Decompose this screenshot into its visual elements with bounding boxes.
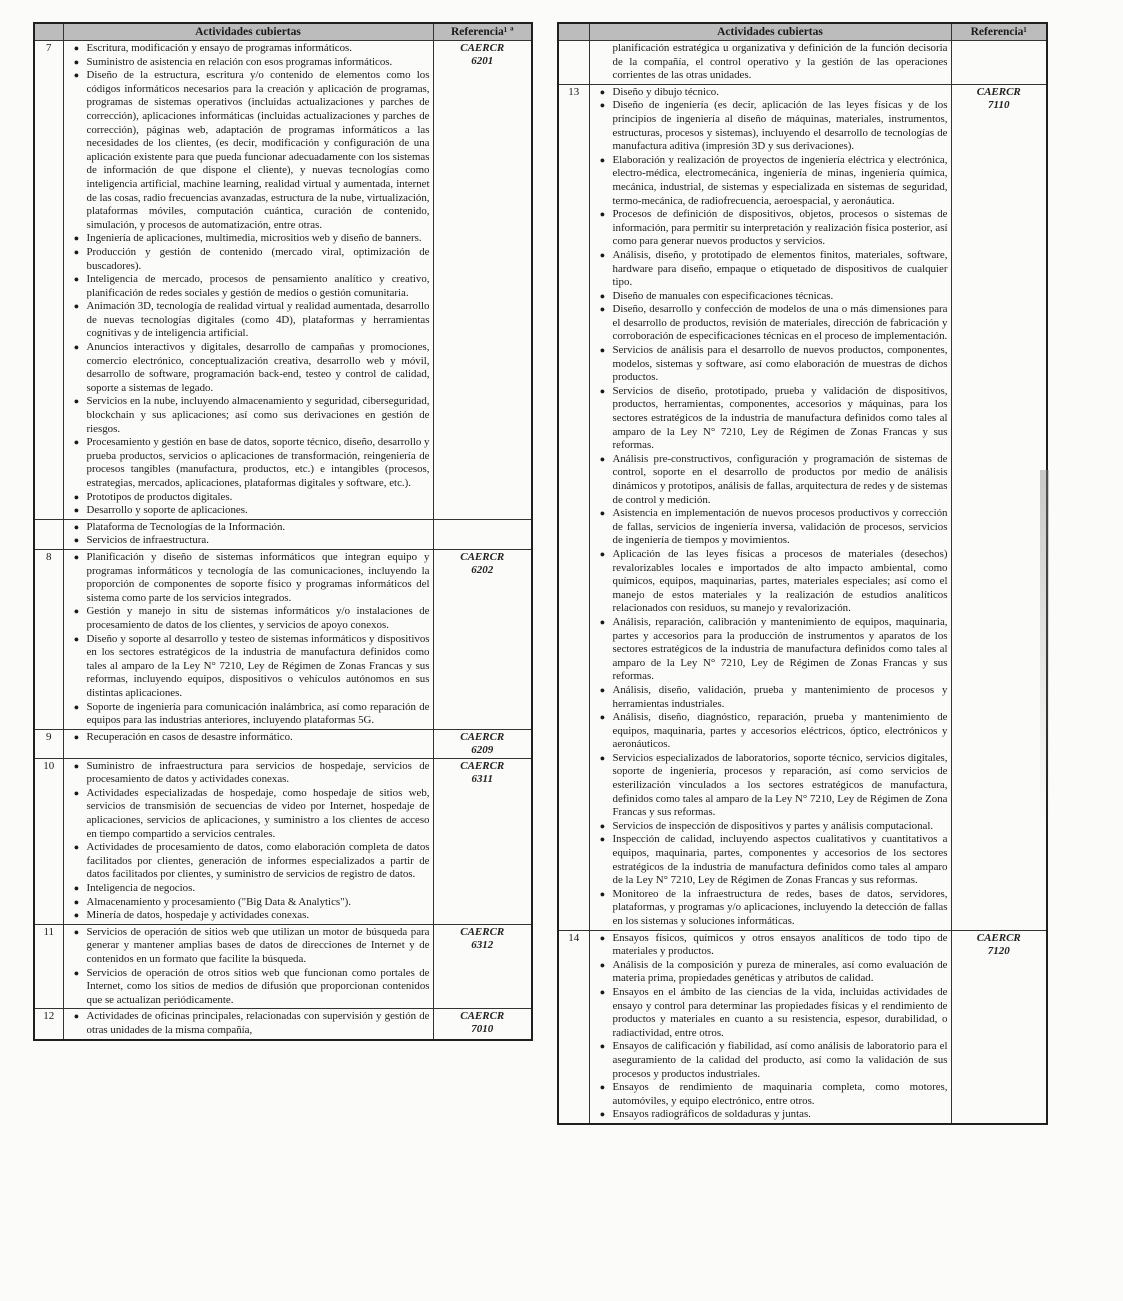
activity-bullet (67, 246, 430, 273)
activity-text: Asistencia en implementación de nuevos procesos productivos y corrección de fallas, servicios de ingeniería inversa, validación de procesos, servicios de ingeniería de tiempos y movimientos. (612, 507, 948, 547)
activity-text: Suministro de asistencia en relación con esos programas informáticos. (86, 55, 393, 68)
bullet-icon: ● (73, 551, 80, 562)
activity-text: Almacenamiento y procesamiento ("Big Data & Analytics"). (86, 895, 351, 908)
header-reference-cell: Referencia¹ ª (433, 23, 532, 41)
activity-text: Servicios de análisis para el desarrollo de nuevos productos, componentes, modelos, sistemas y software, así como elaboración de muestras de dichos productos. (612, 344, 948, 384)
bullet-icon: ● (599, 959, 606, 970)
reference-code: CAERCR (460, 730, 505, 743)
activity-text: Actividades especializadas de hospedaje, como hospedaje de sitios web, servicios de transmisión de secuencias de video por Internet, hospedaje de aplicaciones, servicios de aplicaciones, y suministro a los clientes de acceso en tiempo compartido a servicios centrales. (86, 786, 430, 840)
activity-bullet (593, 154, 948, 208)
activity-bullet (67, 436, 430, 490)
activity-bullet (593, 385, 948, 453)
activity-text: Procesamiento y gestión en base de datos, soporte técnico, diseño, desarrollo y prueba productos, servicios o aplicaciones de transformación, reingeniería de procesos tangibles (manufactura, productos, etc.) e intangibles (procesos, estrategias, mercados, aplicaciones, plataformas digitales y software, etc.). (86, 436, 430, 489)
activities-cell (589, 84, 951, 930)
table-row (34, 924, 532, 1009)
reference-number: 7110 (988, 98, 1010, 111)
activity-text: Minería de datos, hospedaje y actividades conexas. (86, 909, 310, 922)
reference-code: CAERCR (460, 550, 505, 563)
activity-text: Producción y gestión de contenido (mercado viral, optimización de buscadores). (86, 245, 430, 272)
activity-text: Análisis, diseño, y prototipado de elementos finitos, materiales, software, hardware para diseño, empaque o etiquetado de dispositivos de cualquier tipo. (612, 248, 948, 289)
activity-bullet (593, 959, 948, 986)
bullet-icon: ● (73, 883, 80, 894)
reference-number: 6201 (471, 55, 494, 67)
reference-number: 6202 (471, 563, 494, 576)
bullet-icon: ● (73, 342, 80, 353)
activity-bullet (593, 507, 948, 548)
activity-text: Diseño, desarrollo y confección de modelos de una o más dimensiones para el desarrollo de productos, revisión de materiales, dirección de fabricación y corroboración de especificaciones técnicas en el proceso de implementación. (612, 303, 948, 343)
bullet-icon: ● (599, 888, 606, 899)
activity-text: Plataforma de Tecnologías de la Información. (86, 520, 286, 533)
activity-text: Soporte de ingeniería para comunicación inalámbrica, así como reparación de equipos para las industrias anteriores, incluyendo plataformas 5G. (86, 700, 430, 727)
activity-text: Análisis, diseño, validación, prueba y mantenimiento de procesos y herramientas industriales. (612, 683, 948, 710)
activities-cell (589, 930, 951, 1124)
activity-bullet (593, 290, 948, 304)
activity-text: Ensayos radiográficos de soldaduras y juntas. (612, 1108, 811, 1121)
bullet-icon: ● (73, 1011, 80, 1022)
table-row (34, 549, 532, 729)
bullet-icon: ● (73, 491, 80, 502)
activity-bullet (67, 273, 430, 300)
bullet-icon: ● (73, 274, 80, 285)
bullet-icon: ● (599, 249, 606, 260)
activity-text: Diseño de manuales con especificaciones técnicas. (612, 289, 834, 302)
bullet-icon: ● (73, 731, 80, 742)
activity-text: Ensayos físicos, químicos y otros ensayos analíticos de todo tipo de materiales y productos. (612, 931, 948, 958)
bullet-icon: ● (599, 86, 606, 97)
reference-number: 6312 (471, 938, 494, 951)
activity-bullet (67, 300, 430, 341)
bullet-icon: ● (73, 233, 80, 244)
bullet-icon: ● (599, 345, 606, 356)
row-number (34, 519, 63, 549)
activity-bullet (67, 42, 430, 56)
activity-text: Escritura, modificación y ensayo de programas informáticos. (86, 42, 353, 54)
activities-cell (63, 729, 433, 758)
reference-code: CAERCR (460, 759, 505, 772)
bullet-icon: ● (599, 712, 606, 723)
activity-text: Servicios de inspección de dispositivos y partes y análisis computacional. (612, 819, 934, 832)
bullet-icon: ● (73, 521, 80, 532)
bullet-icon: ● (73, 760, 80, 771)
activities-cell (589, 41, 951, 85)
activity-text: Ensayos de calificación y fiabilidad, así como análisis de laboratorio para el aseguramiento de la calidad del producto, así como la validación de sus procesos y productos industriales. (612, 1040, 948, 1080)
activity-bullet (593, 249, 948, 290)
reference-cell (433, 924, 532, 1009)
reference-code: CAERCR (460, 42, 505, 54)
activity-text: Diseño y soporte al desarrollo y testeo de sistemas informáticos y dispositivos en los sectores estratégicos de la industria de manufactura definidos como tales al amparo de la Ley N° 7210, Ley de Régimen de Zonas Francas y sus reformas, incluyendo equipos, dispositivos o vehículos autónomos en sus distintas aplicaciones. (86, 632, 430, 699)
activity-bullet (593, 932, 948, 959)
row-number: 12 (34, 1009, 63, 1040)
activity-text: Análisis, reparación, calibración y mantenimiento de equipos, maquinaria, partes y accesorios para la producción de instrumentos y aparatos de los sectores estratégicos de la industria de manufactura definidos como tales al amparo de la Ley N° 7210, Ley de Régimen de Zonas Francas y sus reformas. (612, 615, 948, 683)
bullet-icon: ● (73, 246, 80, 257)
bullet-icon: ● (73, 437, 80, 448)
activity-bullet (67, 534, 430, 548)
activity-bullet (593, 548, 948, 616)
activity-text: Desarrollo y soporte de aplicaciones. (86, 504, 248, 517)
covered-activities-table-left (33, 22, 531, 1041)
reference-cell (951, 930, 1047, 1124)
activities-table (33, 22, 533, 1041)
reference-code: CAERCR (460, 1010, 505, 1023)
activity-bullet (593, 752, 948, 820)
reference-cell (433, 549, 532, 729)
activity-text: Inteligencia de mercado, procesos de pensamiento analítico y creativo, planificación de redes sociales y gestión de medios o gestión comunitaria. (86, 273, 430, 299)
activity-bullet (67, 605, 430, 632)
bullet-icon: ● (599, 932, 606, 943)
bullet-icon: ● (599, 385, 606, 396)
bullet-icon: ● (73, 56, 80, 67)
activity-text: Ingeniería de aplicaciones, multimedia, micrositios web y diseño de banners. (86, 232, 422, 245)
activity-bullet (593, 1040, 948, 1081)
bullet-icon: ● (73, 606, 80, 617)
table-row (558, 84, 1047, 930)
bullet-icon: ● (599, 209, 606, 220)
reference-number: 6311 (471, 772, 493, 785)
activity-bullet (67, 56, 430, 70)
reference-cell (433, 729, 532, 758)
reference-cell (433, 41, 532, 520)
bullet-icon: ● (599, 453, 606, 464)
activity-bullet (593, 99, 948, 153)
bullet-icon: ● (73, 301, 80, 312)
row-number: 8 (34, 549, 63, 729)
bullet-icon: ● (599, 616, 606, 627)
bullet-icon: ● (599, 548, 606, 559)
activity-bullet (67, 882, 430, 896)
activity-text: Análisis, diseño, diagnóstico, reparación, prueba y mantenimiento de equipos, maquinaria, partes y accesorios eléctricos, óptico, electrónicos y aeronáuticos. (612, 711, 948, 751)
reference-cell (433, 1009, 532, 1040)
activity-bullet (67, 521, 430, 535)
row-number: 10 (34, 758, 63, 924)
activity-text: Animación 3D, tecnología de realidad virtual y realidad aumentada, desarrollo de nuevas tecnologías digitales (como 4D), plataformas y herramientas cognitivas y de inteligencia artificial. (86, 300, 430, 340)
table-row (34, 729, 532, 758)
activities-cell (63, 758, 433, 924)
activities-cell (63, 519, 433, 549)
activity-text: Actividades de oficinas principales, relacionadas con supervisión y gestión de otras unidades de la misma compañía, (86, 1010, 430, 1036)
activity-bullet (593, 616, 948, 684)
activity-text: Planificación y diseño de sistemas informáticos que integran equipo y programas informáticos y tecnología de las comunicaciones, incluyendo la proporción de componentes de soporte físico y programas informáticos del sistema como parte de los servicios integrados. (86, 550, 430, 604)
header-number-cell (558, 23, 589, 41)
bullet-icon: ● (599, 100, 606, 111)
bullet-icon: ● (599, 986, 606, 997)
activities-cell (63, 1009, 433, 1040)
activity-bullet (67, 841, 430, 882)
activity-text: Servicios especializados de laboratorios, soporte técnico, servicios digitales, soporte de ingeniería, procesos y reparación, así como servicios de esterilización vinculados a los sectores estratégicos de manufactura, definidos como tales al amparo de la Ley N° 7210, Ley de Régimen de Zona Francas y sus reformas. (612, 751, 948, 819)
activities-cell (63, 924, 433, 1009)
activity-bullet (67, 341, 430, 395)
activity-text: Diseño de ingeniería (es decir, aplicación de las leyes físicas y de los principios de ingeniería al diseño de máquinas, materiales, instrumentos, estructuras, procesos y sistemas), incluyendo el desarrollo de tecnologías de manufactura aditiva (impresión 3D y sus derivaciones). (612, 99, 948, 153)
table-row (34, 519, 532, 549)
reference-code: CAERCR (976, 85, 1021, 98)
table-row (558, 41, 1047, 85)
bullet-icon: ● (73, 535, 80, 546)
activity-text: Ensayos en el ámbito de las ciencias de la vida, incluidas actividades de ensayo y control para determinar las propiedades físicas y el rendimiento de productos y materiales en cuanto a su resistencia, espesor, durabilidad, o radiactividad, entre otros. (612, 985, 948, 1039)
bullet-icon: ● (599, 684, 606, 695)
header-row (558, 23, 1047, 41)
activity-text: Gestión y manejo in situ de sistemas informáticos y/o instalaciones de procesamiento de datos de los clientes, y servicios de apoyo conexos. (86, 605, 430, 631)
activity-text: Prototipos de productos digitales. (86, 490, 233, 503)
row-number: 7 (34, 41, 63, 520)
activities-table (557, 22, 1048, 1125)
bullet-icon: ● (73, 70, 80, 81)
activity-text: Monitoreo de la infraestructura de redes, bases de datos, servidores, plataformas, y programas y/o aplicaciones, incluyendo la detección de fallas en los sistemas y soluciones informáticas. (612, 887, 948, 927)
activity-text: Inspección de calidad, incluyendo aspectos cualitativos y cuantitativos a equipos, maquinaria, partes, componentes y accesorios de los sectores estratégicos de la industria de manufactura definidos como tales al amparo de la Ley N° 7210, Ley de Régimen de Zonas Francas y sus reformas. (612, 833, 948, 887)
activity-text: Servicios en la nube, incluyendo almacenamiento y seguridad, ciberseguridad, blockchain y sus aplicaciones; así como sus derivaciones en gestión de riesgos. (86, 395, 430, 435)
activity-bullet (67, 232, 430, 246)
reference-cell (433, 758, 532, 924)
covered-activities-table-right (557, 22, 1046, 1125)
activity-bullet (67, 731, 430, 745)
activity-bullet (593, 86, 948, 100)
activity-text: Suministro de infraestructura para servicios de hospedaje, servicios de procesamiento de datos y actividades conexas. (86, 759, 430, 786)
activity-bullet (67, 1010, 430, 1037)
reference-number: 7010 (471, 1023, 494, 1036)
reference-cell (433, 519, 532, 549)
activity-bullet (593, 820, 948, 834)
activity-text: Diseño y dibujo técnico. (612, 85, 719, 98)
activity-bullet (593, 833, 948, 887)
activity-bullet (593, 711, 948, 752)
row-number (558, 41, 589, 85)
reference-number: 7120 (987, 944, 1010, 957)
activity-text: Servicios de operación de otros sitios web que funcionan como portales de Internet, como los sitios de medios de difusión que proporcionan contenidos que se actualizan periódicamente. (86, 966, 430, 1006)
bullet-icon: ● (599, 1082, 606, 1093)
activity-bullet (67, 967, 430, 1008)
activity-text: Servicios de operación de sitios web que utilizan un motor de búsqueda para generar y mantener amplias bases de datos de direcciones de Internet y de contenidos en un formato que facilite la búsqueda. (86, 925, 430, 965)
bullet-icon: ● (599, 290, 606, 301)
activity-bullet (67, 633, 430, 701)
reference-code: CAERCR (976, 931, 1021, 944)
activity-text: Análisis de la composición y pureza de minerales, así como evaluación de materia prima, propiedades genéticas y atributos de calidad. (612, 958, 948, 985)
bullet-icon: ● (599, 834, 606, 845)
table-row (34, 758, 532, 924)
activity-bullet (593, 208, 948, 249)
bullet-icon: ● (73, 896, 80, 907)
activity-bullet (67, 551, 430, 605)
bullet-icon: ● (599, 1109, 606, 1120)
bullet-icon: ● (599, 154, 606, 165)
activity-text: Anuncios interactivos y digitales, desarrollo de campañas y promociones, comercio electrónico, conceptualización creativa, desarrollo web y móvil, desarrollo de software, programación back-end, testeo y control de calidad, soporte a sistemas de legado. (86, 341, 430, 394)
row-number: 13 (558, 84, 589, 930)
bullet-icon: ● (599, 304, 606, 315)
activity-bullet (67, 504, 430, 518)
row-number: 11 (34, 924, 63, 1009)
activities-cell (63, 41, 433, 520)
header-activities-cell: Actividades cubiertas (63, 23, 433, 41)
bullet-icon: ● (599, 508, 606, 519)
reference-cell (951, 84, 1047, 930)
bullet-icon: ● (599, 752, 606, 763)
activity-bullet (593, 888, 948, 929)
activity-text: Ensayos de rendimiento de maquinaria completa, como motores, automóviles, y equipo electrónico, entre otros. (612, 1081, 948, 1107)
bullet-icon: ● (73, 396, 80, 407)
activity-bullet (593, 684, 948, 711)
activity-bullet (593, 303, 948, 344)
activity-bullet (67, 491, 430, 505)
activity-text: Procesos de definición de dispositivos, objetos, procesos o sistemas de información, para permitir su interpretación y realización física posterior, así como para generar nuevos productos y servicios. (612, 208, 948, 248)
activity-bullet (67, 926, 430, 967)
activity-text: Actividades de procesamiento de datos, como elaboración completa de datos facilitados por clientes, generación de informes especializados a partir de datos facilitados por clientes, y suministro de servicios de registro de datos. (86, 841, 430, 881)
activity-bullet (593, 344, 948, 385)
continuation-paragraph: planificación estratégica u organizativa y definición de la función decisoria de la compañía, el control operativo y la gestión de las operaciones corrientes de las otras unidades. (612, 42, 948, 82)
bullet-icon: ● (73, 787, 80, 798)
activity-bullet (67, 909, 430, 923)
bullet-icon: ● (73, 926, 80, 937)
bullet-icon: ● (73, 43, 80, 53)
activity-bullet (67, 787, 430, 841)
header-reference-cell: Referencia¹ (951, 23, 1047, 41)
header-row (34, 23, 532, 41)
header-number-cell (34, 23, 63, 41)
bullet-icon: ● (73, 967, 80, 978)
activity-text: Servicios de infraestructura. (86, 534, 209, 547)
bullet-icon: ● (599, 820, 606, 831)
activity-text: Servicios de diseño, prototipado, prueba y validación de dispositivos, productos, herramientas, componentes, accesorios y máquinas, para los sectores estratégicos de la industria de manufactura definidos como tales al amparo de la Ley N° 7210, Ley de Régimen de Zonas Francas y sus reformas. (612, 384, 948, 452)
activity-bullet (593, 453, 948, 507)
bullet-icon: ● (73, 701, 80, 712)
activity-text: Inteligencia de negocios. (86, 882, 196, 895)
bullet-icon: ● (73, 910, 80, 921)
activity-text: Recuperación en casos de desastre informático. (86, 730, 293, 743)
bullet-icon: ● (599, 1041, 606, 1052)
bullet-icon: ● (73, 633, 80, 644)
reference-code: CAERCR (460, 925, 505, 938)
activity-text: Aplicación de las leyes físicas a procesos de materiales (desechos) revalorizables locales e importados de alto impacto ambiental, como químicos, equipos, maquinarias, partes, materiales especiales; así como el manejo de estos materiales y la realización de estudios analíticos relacionados con residuos, su manejo y revalorización. (612, 547, 948, 615)
activity-bullet (67, 395, 430, 436)
row-number: 14 (558, 930, 589, 1124)
activity-bullet (593, 1081, 948, 1108)
table-row (34, 1009, 532, 1040)
reference-number: 6209 (471, 743, 494, 756)
activity-bullet (593, 986, 948, 1040)
bullet-icon: ● (73, 505, 80, 516)
activity-bullet (593, 1108, 948, 1122)
activity-bullet (67, 760, 430, 787)
table-row (558, 930, 1047, 1124)
table-row (34, 41, 532, 520)
activity-text: Análisis pre-constructivos, configuración y programación de sistemas de control, soporte en el desarrollo de productos por medio de análisis dinámicos y prototipos, análisis de fallas, arquitectura de redes y de sistemas de control y medición. (612, 452, 948, 506)
activity-bullet (67, 701, 430, 728)
activity-text: Diseño de la estructura, escritura y/o contenido de elementos como los códigos informáticos necesarios para la creación y aplicación de programas, programas de sistemas operativos (incluidas actualizaciones y parches de corrección), aplicaciones informáticas (incluidas actualizaciones y parches de corrección), páginas web, adaptación de programas informáticos a las necesidades de los clientes, (es decir, modificación y configuración de una aplicación existente para que pueda funcionar adecuadamente con los sistemas de información de que dispone el cliente), y nuevas tecnologías como inteligencia artificial, machine learning, realidad virtual y aumentada, internet de las cosas, radio frecuencias avanzadas, estructura de la nube, virtualización, plataformas móviles, computación cuántica, curación de contenido, simulación, y procesos de automatización, entre otras. (86, 69, 430, 231)
row-number: 9 (34, 729, 63, 758)
reference-cell (951, 41, 1047, 85)
header-activities-cell: Actividades cubiertas (589, 23, 951, 41)
activity-bullet (67, 896, 430, 910)
activities-cell (63, 549, 433, 729)
bullet-icon: ● (73, 842, 80, 853)
activity-text: Elaboración y realización de proyectos de ingeniería eléctrica y electrónica, electro-médica, electromecánica, ingeniería de minas, ingeniería química, mecánica, industrial, de sistemas y especializada en sistemas de seguridad, termo-mecánica, de radiofrecuencia, aeroespacial, y aeronáutica. (612, 153, 948, 207)
activity-bullet (67, 69, 430, 232)
